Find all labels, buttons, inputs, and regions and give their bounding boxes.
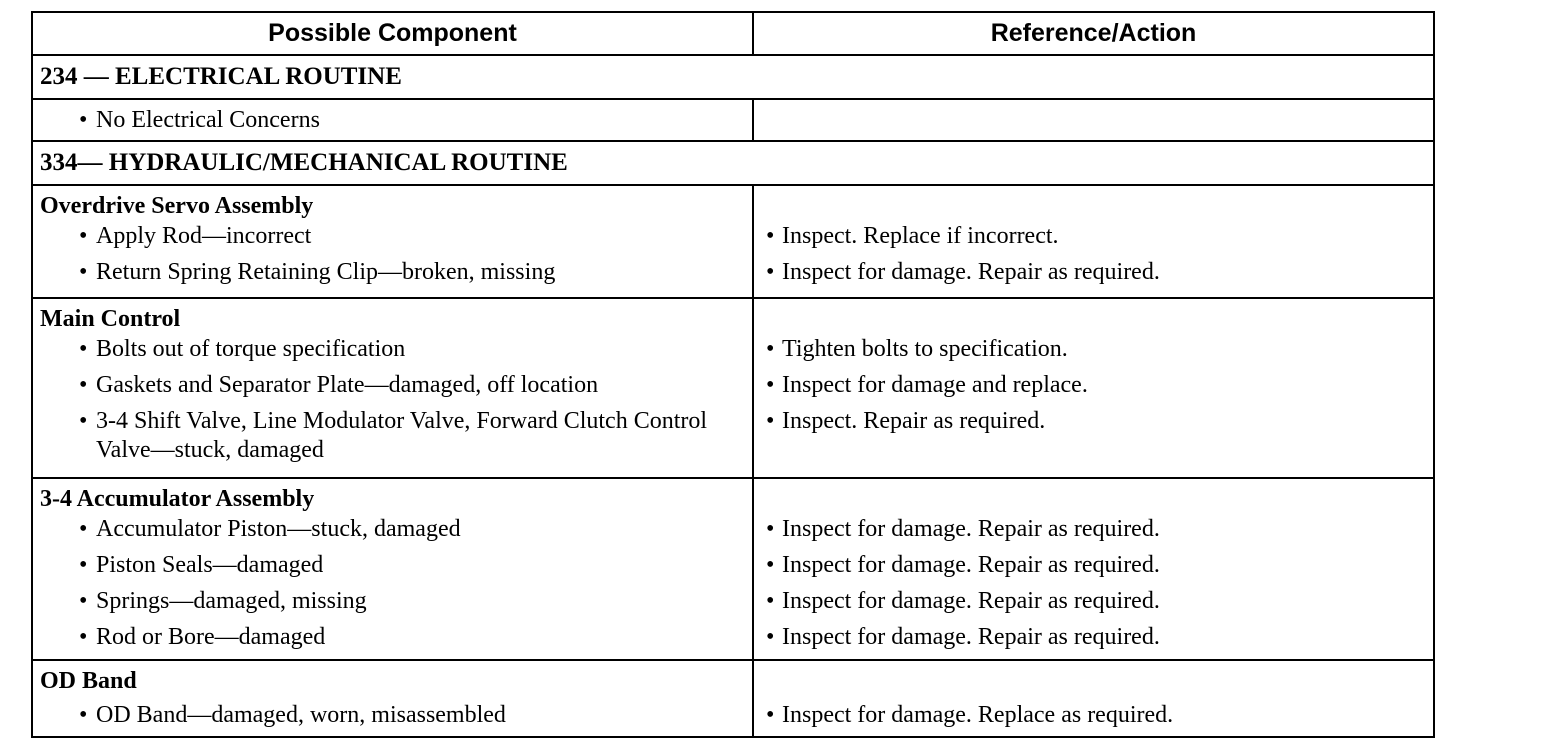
component-text: 3-4 Shift Valve, Line Modulator Valve, Forward Clutch Control Valve—stuck, damaged (96, 408, 708, 463)
list-item (33, 335, 752, 364)
action-item (754, 258, 1433, 287)
bullet-icon: • (766, 372, 775, 398)
component-text: No Electrical Concerns (96, 106, 320, 133)
group-title: OD Band (40, 668, 137, 694)
bullet-icon: • (766, 259, 775, 285)
section-row-334 (33, 140, 1433, 184)
action-item (754, 701, 1433, 730)
action-item (754, 623, 1433, 652)
component-text: Rod or Bore—damaged (96, 624, 326, 650)
bullet-icon: • (79, 516, 88, 542)
action-item (754, 371, 1433, 400)
group-title: Overdrive Servo Assembly (40, 193, 314, 219)
bullet-icon: • (766, 624, 775, 650)
action-item (754, 587, 1433, 616)
list-item (33, 551, 752, 580)
bullet-icon: • (79, 106, 88, 133)
group-title: Main Control (40, 306, 181, 332)
table-row-group (33, 184, 1433, 297)
section-row-234 (33, 54, 1433, 98)
bullet-icon: • (79, 223, 88, 249)
action-item (754, 407, 1433, 436)
bullet-icon: • (766, 552, 775, 578)
component-text: Gaskets and Separator Plate—damaged, off location (96, 372, 599, 398)
bullet-icon: • (79, 372, 88, 398)
bullet-icon: • (79, 552, 88, 578)
group-title: 3-4 Accumulator Assembly (40, 486, 315, 512)
section-title-334: 334— HYDRAULIC/MECHANICAL ROUTINE (40, 149, 568, 176)
list-item (33, 106, 752, 135)
component-text: Springs—damaged, missing (96, 588, 367, 614)
component-text: Accumulator Piston—stuck, damaged (96, 516, 461, 542)
table-row-group (33, 297, 1433, 477)
list-item (33, 515, 752, 544)
action-item (754, 515, 1433, 544)
bullet-icon: • (766, 516, 775, 542)
bullet-icon: • (766, 702, 775, 728)
bullet-icon: • (766, 588, 775, 614)
action-text: Inspect. Repair as required. (782, 408, 1046, 434)
table-row-group (33, 659, 1433, 736)
action-item (754, 222, 1433, 251)
table-row-group (33, 477, 1433, 659)
action-item (754, 551, 1433, 580)
component-text: Piston Seals—damaged (96, 552, 324, 578)
action-text: Inspect for damage. Repair as required. (782, 552, 1160, 578)
bullet-icon: • (79, 408, 88, 434)
bullet-icon: • (79, 702, 88, 728)
component-text: Apply Rod—incorrect (96, 223, 312, 249)
bullet-icon: • (766, 223, 775, 249)
action-text: Inspect for damage and replace. (782, 372, 1088, 398)
list-item (33, 222, 752, 251)
component-text: Return Spring Retaining Clip—broken, missing (96, 259, 556, 285)
list-item (33, 258, 752, 287)
section-title-234: 234 — ELECTRICAL ROUTINE (40, 63, 402, 90)
list-item (33, 587, 752, 616)
list-item (33, 623, 752, 652)
list-item (33, 371, 752, 400)
bullet-icon: • (79, 588, 88, 614)
bullet-icon: • (79, 624, 88, 650)
table-header-row (33, 13, 1433, 54)
header-possible-component: Possible Component (268, 19, 517, 47)
component-text: Bolts out of torque specification (96, 336, 406, 362)
action-text: Inspect for damage. Replace as required. (782, 702, 1174, 728)
list-item (33, 407, 752, 465)
diagnosis-table (31, 11, 1435, 738)
list-item (33, 701, 752, 730)
table-row-no-electrical (33, 98, 1433, 140)
action-text: Inspect for damage. Repair as required. (782, 624, 1160, 650)
bullet-icon: • (766, 336, 775, 362)
bullet-icon: • (79, 336, 88, 362)
empty-action-cell (752, 100, 1433, 140)
bullet-icon: • (79, 259, 88, 285)
action-text: Inspect. Replace if incorrect. (782, 223, 1059, 249)
action-text: Inspect for damage. Repair as required. (782, 259, 1160, 285)
header-reference-action: Reference/Action (752, 13, 1433, 54)
action-text: Inspect for damage. Repair as required. (782, 516, 1160, 542)
action-text: Tighten bolts to specification. (782, 336, 1068, 362)
action-item (754, 335, 1433, 364)
action-text: Inspect for damage. Repair as required. (782, 588, 1160, 614)
component-text: OD Band—damaged, worn, misassembled (96, 702, 506, 728)
bullet-icon: • (766, 408, 775, 434)
